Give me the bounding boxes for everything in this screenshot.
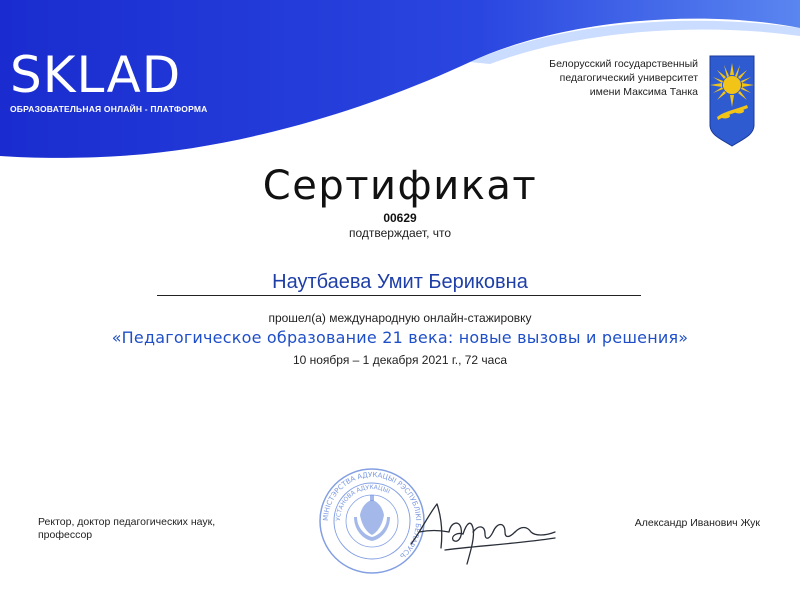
- rector-name: Александр Иванович Жук: [634, 517, 760, 529]
- stamp-outer-text: МІНІСТЭРСТВА АДУКАЦЫІ РЭСПУБЛІКІ БЕЛАРУСЬ: [321, 470, 423, 561]
- logo-text: SKLAD: [10, 46, 182, 104]
- university-name: [458, 57, 698, 99]
- sklad-logo: [10, 46, 208, 114]
- rector-title-line-2: профессор: [38, 529, 93, 541]
- university-line-3: имени Максима Танка: [589, 86, 698, 98]
- stamp-emblem-icon: [354, 495, 390, 541]
- rector-title-line-1: Ректор, доктор педагогических наук,: [38, 516, 216, 528]
- certificate-title: Сертификат: [262, 163, 538, 209]
- logo-subtitle: ОБРАЗОВАТЕЛЬНАЯ ОНЛАЙН - ПЛАТФОРМА: [10, 104, 208, 114]
- university-line-2: педагогический университет: [559, 72, 698, 84]
- course-title: «Педагогическое образование 21 века: новые вызовы и решения»: [111, 328, 689, 347]
- course-dates: 10 ноября – 1 декабря 2021 г., 72 часа: [292, 353, 508, 367]
- confirms-text: подтверждает, что: [348, 226, 452, 240]
- coat-of-arms-icon: [709, 55, 755, 147]
- completed-text: прошел(а) международную онлайн-стажировку: [268, 311, 532, 325]
- name-underline: [157, 295, 641, 296]
- rector-signature: [405, 492, 560, 572]
- recipient-name: Наутбаева Умит Бериковна: [272, 271, 528, 293]
- certificate-number: 00629: [383, 211, 417, 225]
- university-line-1: Белорусский государственный: [549, 58, 698, 70]
- stamp-inner-text: УСТАНОВА АДУКАЦЫІ: [334, 483, 392, 522]
- rector-title: [38, 516, 278, 542]
